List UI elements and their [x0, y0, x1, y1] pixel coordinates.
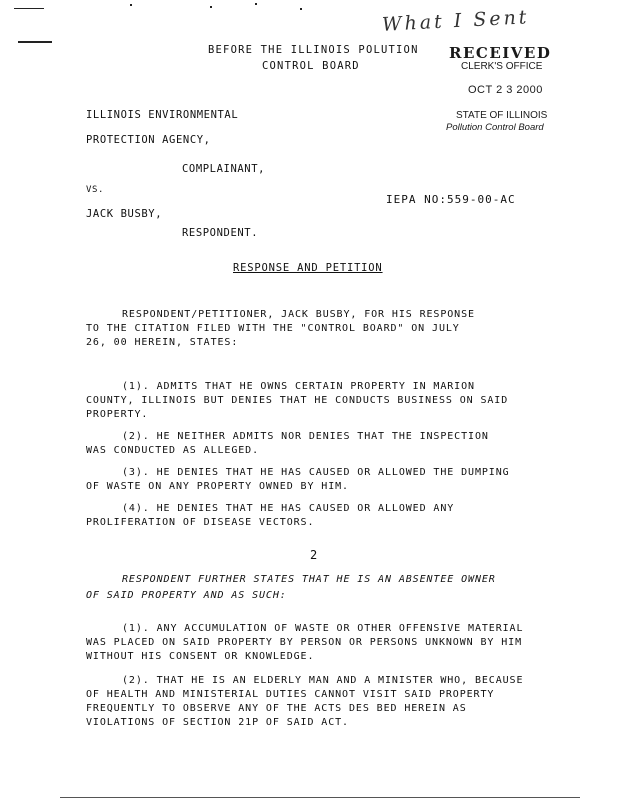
case-number: IEPA NO:559-00-AC — [386, 193, 516, 206]
versus: VS. — [86, 185, 105, 195]
handwritten-note: What I Sent — [381, 6, 530, 36]
stamp-state: STATE OF ILLINOIS — [456, 110, 548, 121]
intro-line: TO THE CITATION FILED WITH THE "CONTROL BOARD" ON JULY — [86, 323, 460, 334]
scan-edge-line — [60, 797, 580, 798]
complainant-name-line1: ILLINOIS ENVIRONMENTAL — [86, 109, 239, 121]
item-2-1-line: (1). ANY ACCUMULATION OF WASTE OR OTHER OFFENSIVE MATERIAL — [122, 623, 524, 634]
item-1-1-line: (1). ADMITS THAT HE OWNS CERTAIN PROPERTY IN MARION — [122, 381, 475, 392]
item-1-4-line: (4). HE DENIES THAT HE HAS CAUSED OR ALLOWED ANY — [122, 503, 455, 514]
item-2-1-line: WAS PLACED ON SAID PROPERTY BY PERSON OR PERSONS UNKNOWN BY HIM — [86, 637, 522, 648]
stamp-office: CLERK'S OFFICE — [461, 61, 543, 72]
document-title: RESPONSE AND PETITION — [233, 262, 383, 274]
section-number: 2 — [310, 548, 318, 562]
item-2-2-line: VIOLATIONS OF SECTION 21P OF SAID ACT. — [86, 717, 349, 728]
court-name-line1: BEFORE THE ILLINOIS POLUTION — [208, 44, 419, 56]
stamp-board: Pollution Control Board — [446, 122, 544, 133]
stamp-received: RECEIVED — [449, 44, 552, 62]
scan-noise — [130, 4, 132, 6]
section2-intro-line: OF SAID PROPERTY AND AS SUCH: — [86, 590, 287, 601]
item-2-2-line: (2). THAT HE IS AN ELDERLY MAN AND A MINISTER WHO, BECAUSE — [122, 675, 524, 686]
scan-noise — [14, 8, 44, 9]
item-1-3-line: (3). HE DENIES THAT HE HAS CAUSED OR ALLOWED THE DUMPING — [122, 467, 510, 478]
item-1-1-line: PROPERTY. — [86, 409, 149, 420]
item-1-2-line: WAS CONDUCTED AS ALLEGED. — [86, 445, 260, 456]
scan-noise — [255, 3, 257, 5]
scan-noise — [210, 6, 212, 8]
scan-noise — [300, 8, 302, 10]
item-2-2-line: OF HEALTH AND MINISTERIAL DUTIES CANNOT VISIT SAID PROPERTY — [86, 689, 495, 700]
complainant-name-line2: PROTECTION AGENCY, — [86, 134, 211, 146]
item-1-1-line: COUNTY, ILLINOIS BUT DENIES THAT HE CONDUCTS BUSINESS ON SAID — [86, 395, 509, 406]
stamp-date: OCT 2 3 2000 — [468, 84, 543, 96]
item-1-2-line: (2). HE NEITHER ADMITS NOR DENIES THAT THE INSPECTION — [122, 431, 489, 442]
section2-intro-line: RESPONDENT FURTHER STATES THAT HE IS AN ABSENTEE OWNER — [122, 574, 496, 585]
respondent-role: RESPONDENT. — [182, 227, 259, 239]
item-2-2-line: FREQUENTLY TO OBSERVE ANY OF THE ACTS DES BED HEREIN AS — [86, 703, 467, 714]
intro-line: 26, 00 HEREIN, STATES: — [86, 337, 239, 348]
court-name-line2: CONTROL BOARD — [262, 60, 360, 72]
item-2-1-line: WITHOUT HIS CONSENT OR KNOWLEDGE. — [86, 651, 315, 662]
respondent-name: JACK BUSBY, — [86, 208, 163, 220]
item-1-3-line: OF WASTE ON ANY PROPERTY OWNED BY HIM. — [86, 481, 349, 492]
scan-noise — [18, 41, 52, 43]
item-1-4-line: PROLIFERATION OF DISEASE VECTORS. — [86, 517, 315, 528]
complainant-role: COMPLAINANT, — [182, 163, 266, 175]
intro-line: RESPONDENT/PETITIONER, JACK BUSBY, FOR HIS RESPONSE — [122, 309, 475, 320]
